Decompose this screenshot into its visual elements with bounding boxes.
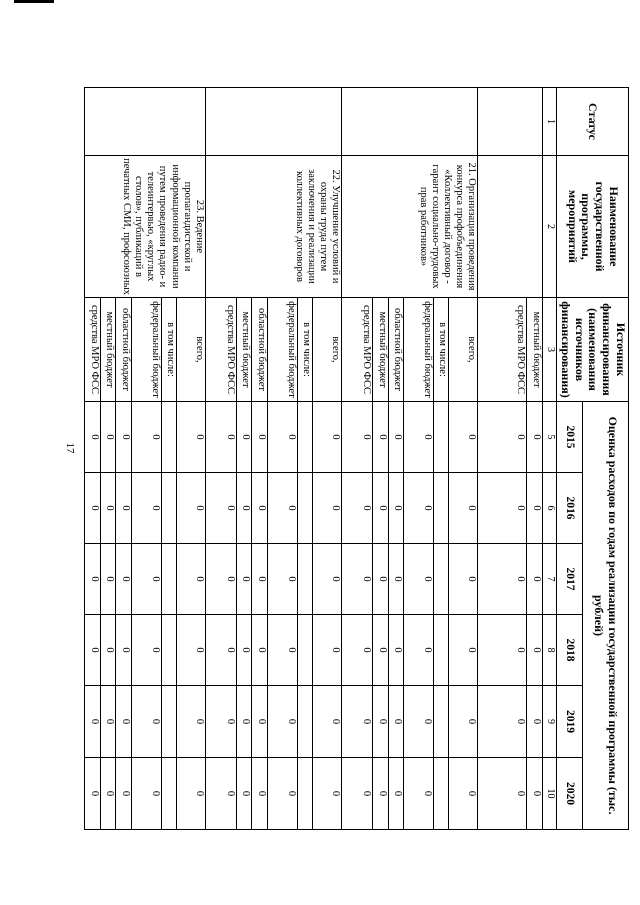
funding-source: в том числе: <box>162 298 177 402</box>
expense-value: 0 <box>526 473 542 544</box>
expense-value <box>434 758 449 830</box>
expense-value: 0 <box>312 686 341 758</box>
header-source: Источник финансирования (наименования источников финансирования) <box>557 298 629 402</box>
expense-value: 0 <box>341 544 372 615</box>
expense-value: 0 <box>116 686 132 758</box>
expense-value <box>298 544 313 615</box>
expense-value: 0 <box>372 615 388 686</box>
expense-value: 0 <box>100 473 116 544</box>
expense-value: 0 <box>312 473 341 544</box>
expense-value <box>434 686 449 758</box>
expense-value: 0 <box>132 758 162 830</box>
expense-value: 0 <box>252 473 268 544</box>
funding-source: в том числе: <box>298 298 313 402</box>
expense-value: 0 <box>100 615 116 686</box>
expense-value: 0 <box>341 473 372 544</box>
expense-value: 0 <box>252 758 268 830</box>
expense-value: 0 <box>116 544 132 615</box>
funding-source: средства МРО ФСС <box>85 298 101 402</box>
expense-value <box>298 758 313 830</box>
expense-value: 0 <box>312 544 341 615</box>
expense-value: 0 <box>205 686 236 758</box>
expense-value: 0 <box>100 686 116 758</box>
funding-source: федеральный бюджет <box>132 298 162 402</box>
expense-value: 0 <box>448 686 477 758</box>
funding-source: средства МРО ФСС <box>477 298 526 402</box>
expense-value: 0 <box>100 402 116 473</box>
expense-value: 0 <box>448 544 477 615</box>
expense-value <box>298 402 313 473</box>
column-number: 7 <box>542 544 556 615</box>
status-cell <box>85 88 206 156</box>
rotated-table-wrapper <box>84 87 629 829</box>
expense-value: 0 <box>236 402 252 473</box>
expense-value: 0 <box>85 615 101 686</box>
funding-source: средства МРО ФСС <box>205 298 236 402</box>
expense-value: 0 <box>176 544 205 615</box>
expense-value: 0 <box>268 758 298 830</box>
column-number: 1 <box>542 88 556 156</box>
column-numbers-row <box>542 88 556 830</box>
expense-value: 0 <box>477 686 526 758</box>
expense-value: 0 <box>526 758 542 830</box>
expense-value <box>298 686 313 758</box>
expenditure-table <box>84 87 629 830</box>
funding-source: местный бюджет <box>372 298 388 402</box>
table-row <box>312 88 341 830</box>
header-year: 2019 <box>557 686 583 758</box>
header-estimate: Оценка расходов по годам реализации государственной программы (тыс. рублей) <box>583 402 629 830</box>
scan-edge-mark <box>14 0 54 3</box>
expense-value: 0 <box>388 686 404 758</box>
status-cell <box>477 88 542 156</box>
expense-value: 0 <box>388 544 404 615</box>
expense-value: 0 <box>372 402 388 473</box>
funding-source: в том числе: <box>434 298 449 402</box>
measure-name: 22. Улучшение условий и охраны труда путем заключения и реализации коллективных договоров <box>205 156 341 298</box>
header-year: 2016 <box>557 473 583 544</box>
expense-value: 0 <box>372 544 388 615</box>
measure-name: 21. Организация проведения конкурса профобъединения «Коллективный договор - гарант социально-трудовых прав работников» <box>341 156 477 298</box>
expense-value: 0 <box>477 473 526 544</box>
expense-value: 0 <box>477 402 526 473</box>
expense-value: 0 <box>132 544 162 615</box>
expense-value: 0 <box>236 544 252 615</box>
expense-value <box>162 402 177 473</box>
expense-value <box>162 686 177 758</box>
column-number: 9 <box>542 686 556 758</box>
expense-value: 0 <box>132 473 162 544</box>
expense-value <box>162 615 177 686</box>
expense-value: 0 <box>372 473 388 544</box>
expense-value: 0 <box>205 615 236 686</box>
expense-value: 0 <box>100 758 116 830</box>
expense-value: 0 <box>116 615 132 686</box>
expense-value: 0 <box>404 615 434 686</box>
expense-value: 0 <box>477 615 526 686</box>
page-number: 17 <box>64 442 76 454</box>
header-year: 2018 <box>557 615 583 686</box>
expense-value: 0 <box>372 686 388 758</box>
expense-value: 0 <box>448 758 477 830</box>
expense-value: 0 <box>477 758 526 830</box>
expense-value: 0 <box>526 402 542 473</box>
expense-value: 0 <box>312 758 341 830</box>
expense-value: 0 <box>252 402 268 473</box>
table-row <box>526 88 542 830</box>
expense-value <box>434 402 449 473</box>
expense-value: 0 <box>236 615 252 686</box>
expense-value <box>162 544 177 615</box>
expense-value: 0 <box>236 473 252 544</box>
expense-value: 0 <box>176 686 205 758</box>
funding-source: всего, <box>312 298 341 402</box>
expense-value: 0 <box>448 615 477 686</box>
expense-value: 0 <box>312 402 341 473</box>
expense-value: 0 <box>341 402 372 473</box>
column-number: 10 <box>542 758 556 830</box>
header-status: Статус <box>557 88 629 156</box>
expense-value <box>434 473 449 544</box>
expense-value: 0 <box>252 686 268 758</box>
funding-source: федеральный бюджет <box>268 298 298 402</box>
expense-value <box>434 615 449 686</box>
column-number: 2 <box>542 156 556 298</box>
expense-value: 0 <box>132 615 162 686</box>
expense-value: 0 <box>448 473 477 544</box>
column-number: 3 <box>542 298 556 402</box>
funding-source: областной бюджет <box>252 298 268 402</box>
expense-value: 0 <box>477 544 526 615</box>
expense-value: 0 <box>404 758 434 830</box>
expense-value: 0 <box>526 544 542 615</box>
expense-value: 0 <box>132 402 162 473</box>
expense-value: 0 <box>526 615 542 686</box>
expense-value: 0 <box>268 615 298 686</box>
expense-value: 0 <box>236 758 252 830</box>
expense-value: 0 <box>388 758 404 830</box>
column-number: 8 <box>542 615 556 686</box>
expense-value <box>298 473 313 544</box>
expense-value: 0 <box>176 402 205 473</box>
expense-value: 0 <box>116 402 132 473</box>
funding-source: всего, <box>176 298 205 402</box>
expense-value: 0 <box>85 473 101 544</box>
funding-source: всего, <box>448 298 477 402</box>
expense-value: 0 <box>526 686 542 758</box>
expense-value <box>434 544 449 615</box>
expense-value: 0 <box>388 615 404 686</box>
table-body <box>85 88 557 830</box>
column-number: 5 <box>542 402 556 473</box>
table-row <box>448 88 477 830</box>
funding-source: местный бюджет <box>236 298 252 402</box>
expense-value: 0 <box>252 615 268 686</box>
expense-value: 0 <box>268 473 298 544</box>
expense-value: 0 <box>205 758 236 830</box>
funding-source: областной бюджет <box>116 298 132 402</box>
expense-value: 0 <box>116 473 132 544</box>
expense-value: 0 <box>448 402 477 473</box>
header-year: 2020 <box>557 758 583 830</box>
expense-value: 0 <box>176 473 205 544</box>
expense-value: 0 <box>252 544 268 615</box>
expense-value: 0 <box>312 615 341 686</box>
expense-value: 0 <box>404 473 434 544</box>
expense-value: 0 <box>100 544 116 615</box>
funding-source: местный бюджет <box>100 298 116 402</box>
expense-value: 0 <box>268 686 298 758</box>
expense-value: 0 <box>388 402 404 473</box>
funding-source: местный бюджет <box>526 298 542 402</box>
table-row <box>176 88 205 830</box>
status-cell <box>205 88 341 156</box>
expense-value: 0 <box>85 402 101 473</box>
funding-source: федеральный бюджет <box>404 298 434 402</box>
expense-value: 0 <box>85 758 101 830</box>
expense-value: 0 <box>236 686 252 758</box>
expense-value: 0 <box>205 402 236 473</box>
expense-value: 0 <box>404 686 434 758</box>
expense-value: 0 <box>205 544 236 615</box>
expense-value: 0 <box>176 615 205 686</box>
expense-value <box>298 615 313 686</box>
funding-source: средства МРО ФСС <box>341 298 372 402</box>
expense-value: 0 <box>341 758 372 830</box>
status-cell <box>341 88 477 156</box>
expense-value: 0 <box>404 544 434 615</box>
column-number: 6 <box>542 473 556 544</box>
expense-value: 0 <box>268 544 298 615</box>
expense-value: 0 <box>388 473 404 544</box>
expense-value: 0 <box>116 758 132 830</box>
header-year: 2015 <box>557 402 583 473</box>
expense-value: 0 <box>372 758 388 830</box>
expense-value: 0 <box>341 686 372 758</box>
expense-value: 0 <box>404 402 434 473</box>
funding-source: областной бюджет <box>388 298 404 402</box>
expense-value: 0 <box>341 615 372 686</box>
expense-value: 0 <box>268 402 298 473</box>
measure-name <box>477 156 542 298</box>
measure-name: 23. Ведение пропагандистской и информационной компании путем проведения радио- и телеинтервью, «круглых столов», публикаций в печатных СМИ, профсоюзных <box>85 156 206 298</box>
expense-value <box>162 758 177 830</box>
expense-value: 0 <box>132 686 162 758</box>
expense-value: 0 <box>85 544 101 615</box>
expense-value: 0 <box>85 686 101 758</box>
expense-value: 0 <box>176 758 205 830</box>
expense-value: 0 <box>205 473 236 544</box>
expense-value <box>162 473 177 544</box>
header-year: 2017 <box>557 544 583 615</box>
header-name: Наименование государственной программы, мероприятий <box>557 156 629 298</box>
